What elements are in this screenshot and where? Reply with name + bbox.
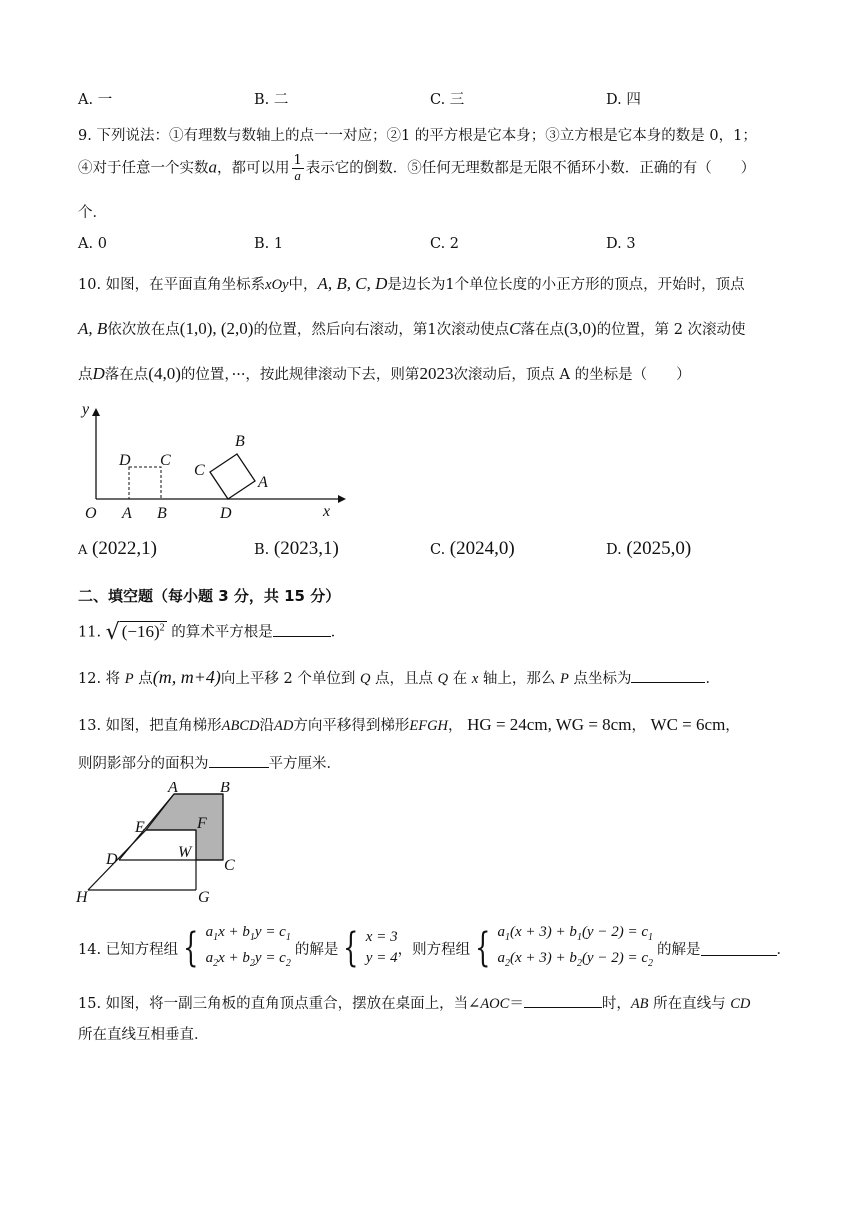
initial-square-dashed bbox=[129, 467, 161, 499]
q12-line: 12. 将 P 点(m, m+4)向上平移 2 个单位到 Q 点，且点 Q 在 x 轴上，那么 P 点坐标为 ． bbox=[78, 667, 720, 687]
q8-option-b: B. 二 bbox=[254, 92, 289, 108]
label-A: A bbox=[122, 505, 132, 522]
q9-line2: ④对于任意一个实数a，都可以用 $\frac{1}{a}$ 表示它的倒数．⑤任何无理数都是无限不循环小数．正确的有（ ） bbox=[78, 153, 756, 183]
label-D: D bbox=[106, 851, 118, 868]
q9-option-d: D. 3 bbox=[606, 236, 636, 252]
label-C-rolled: C bbox=[194, 462, 205, 479]
label-B-rolled: B bbox=[235, 433, 245, 450]
q11-line: 11. √ $(-16)^2$ 的算术平方根是 ． bbox=[78, 620, 346, 645]
q10-option-a: A (2022,1) bbox=[78, 538, 157, 559]
label-y: y bbox=[82, 401, 90, 418]
system-2: { $a_1(x + 3) + b_1(y - 2) = c_1$ $a_2(x + 3) + b_2(y - 2) = c_2$ bbox=[475, 924, 653, 971]
q13-answer-blank bbox=[209, 753, 269, 768]
q13-line2: 则阴影部分的面积为 平方厘米． bbox=[78, 752, 341, 773]
q9-option-c: C. 2 bbox=[430, 236, 460, 252]
reciprocal-fraction: $\frac{1}{a}$ bbox=[293, 153, 302, 183]
label-A: A bbox=[168, 782, 178, 796]
y-axis-arrow bbox=[92, 408, 100, 416]
q9-option-b: B. 1 bbox=[254, 236, 284, 252]
label-D: D bbox=[119, 452, 131, 469]
q8-option-c: C. 三 bbox=[430, 92, 465, 108]
q10-option-b: B. (2023,1) bbox=[254, 538, 339, 559]
rolled-square bbox=[210, 454, 255, 499]
label-B: B bbox=[220, 782, 230, 796]
section-title-fill-in: 二、填空题（每小题 3 分，共 15 分） bbox=[78, 587, 341, 605]
q13-line1: 13. 如图，把直角梯形ABCD沿AD方向平移得到梯形EFGH， HG = 24cm, WG = 8cm， WC = 6cm， bbox=[78, 715, 740, 734]
label-W: W bbox=[178, 844, 192, 861]
label-O: O bbox=[85, 505, 97, 522]
q14-line: 14. 已知方程组 { $a_1x + b_1y = c_1$ $a_2x + b_2y = c_2$ 的解是 { x = 3 y = 4 ，则方程组 { $a_1(x + 3) + b_1(y - 2) = c_1$ $a_2(x + 3) + b_2(y - 2) = c_2$ 的解是 ． bbox=[78, 922, 791, 974]
q10-option-d: D. (2025,0) bbox=[606, 538, 692, 559]
solution-1: { x = 3 y = 4 bbox=[343, 925, 398, 971]
label-x: x bbox=[323, 503, 331, 520]
q12-answer-blank bbox=[631, 668, 705, 683]
q8-option-a: A. 一 bbox=[78, 92, 113, 108]
label-C: C bbox=[160, 452, 171, 469]
label-F: F bbox=[197, 815, 207, 832]
system-1: { $a_1x + b_1y = c_1$ $a_2x + b_2y = c_2$ bbox=[183, 924, 291, 971]
sqrt-icon: √ bbox=[105, 620, 120, 645]
label-B: B bbox=[157, 505, 167, 522]
radicand: $(-16)^2$ bbox=[121, 621, 165, 641]
q15-line2: 所在直线互相垂直． bbox=[78, 1027, 209, 1043]
q15-line1: 15. 如图，将一副三角板的直角顶点重合，摆放在桌面上，当∠AOC＝ 时，AB 所在直线与 CD bbox=[78, 992, 750, 1013]
label-D-rolled: D bbox=[220, 505, 232, 522]
q10-line3: 点D落在点(4,0)的位置，···，按此规律滚动下去，则第2023次滚动后，顶点 A 的坐标是（ ） bbox=[78, 364, 691, 383]
q10-option-c: C. (2024,0) bbox=[430, 538, 515, 559]
label-G: G bbox=[198, 889, 210, 906]
q9-line1: 9. 下列说法：①有理数与数轴上的点一一对应；②1 的平方根是它本身；③立方根是它本身的数是 0，1； bbox=[78, 128, 757, 144]
q9-line3: 个． bbox=[78, 205, 107, 221]
q13-trapezoid-figure bbox=[74, 782, 244, 906]
q14-answer-blank bbox=[701, 941, 777, 956]
label-H: H bbox=[76, 889, 88, 906]
x-axis-arrow bbox=[338, 495, 346, 503]
label-E: E bbox=[135, 819, 145, 836]
q15-answer-blank bbox=[524, 993, 602, 1008]
label-A-rolled: A bbox=[258, 474, 268, 491]
q10-rolling-square-figure bbox=[70, 398, 350, 523]
q10-line1: 10. 如图，在平面直角坐标系xOy中，A, B, C, D是边长为1个单位长度的小正方形的顶点，开始时，顶点 bbox=[78, 274, 745, 293]
q11-answer-blank bbox=[273, 622, 331, 637]
q8-option-d: D. 四 bbox=[606, 92, 641, 108]
label-C: C bbox=[224, 857, 235, 874]
q10-line2: A, B依次放在点(1,0), (2,0)的位置，然后向右滚动，第1次滚动使点C落在点(3,0)的位置，第 2 次滚动使 bbox=[78, 319, 746, 338]
q9-option-a: A. 0 bbox=[78, 236, 107, 252]
